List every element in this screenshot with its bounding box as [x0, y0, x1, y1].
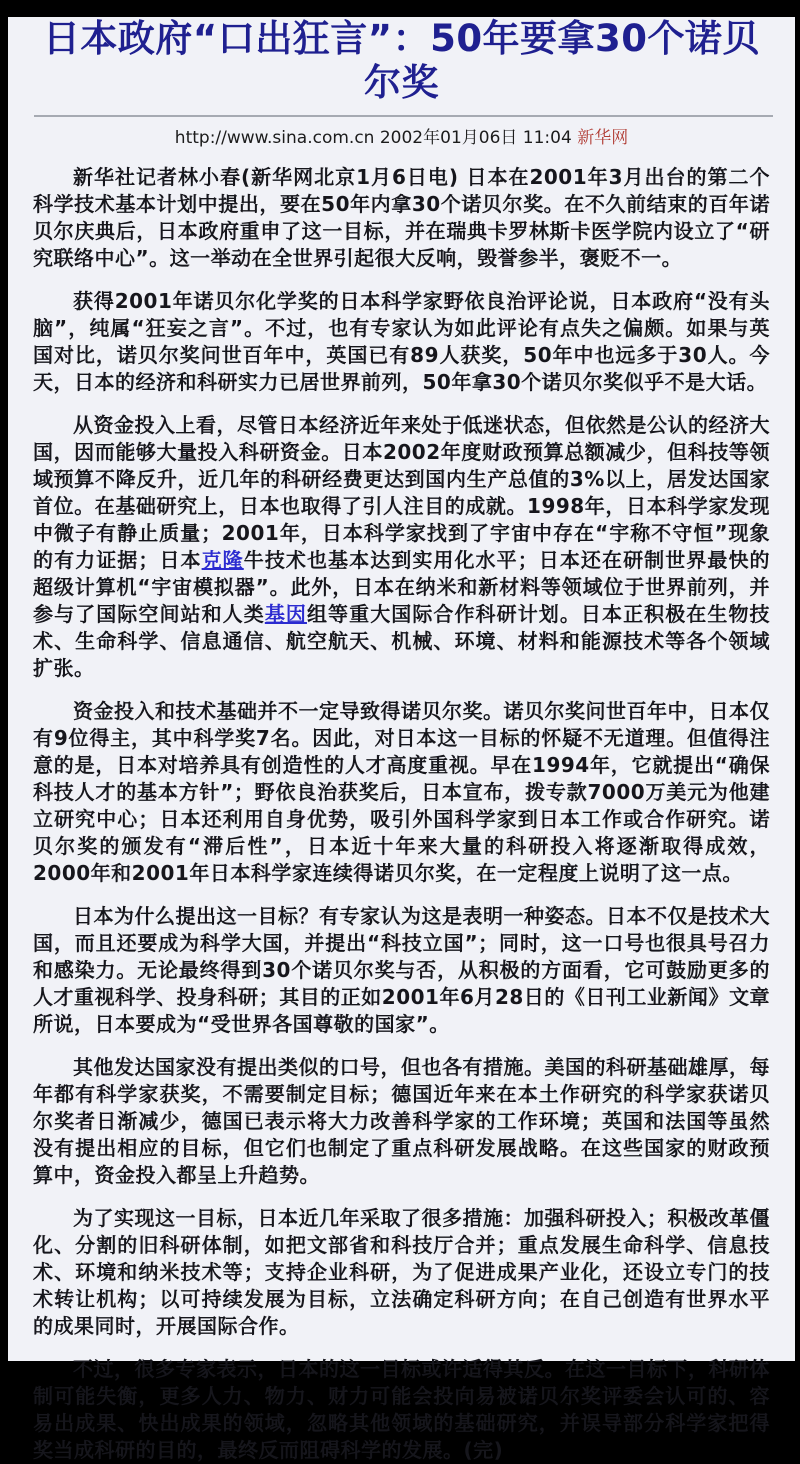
paragraph-4 — [33, 698, 770, 887]
paragraph-text: 为了实现这一目标，日本近几年采取了很多措施：加强科研投入；积极改革僵化、分割的旧科研体制，如把文部省和科技厅合并；重点发展生命科学、信息技术、环境和纳米技术等；支持企业科研，为了促进成果产业化，还设立专门的技术转让机构；以可持续发展为目标，立法确定科研方向；在自己创造有世界水平的成果同时，开展国际合作。 — [33, 1206, 770, 1338]
paragraph-text: 其他发达国家没有提出类似的口号，但也各有措施。美国的科研基础雄厚，每年都有科学家获奖，不需要制定目标；德国近年来在本土作研究的科学家获诺贝尔奖者日渐减少，德国已表示将大力改善科学家的工作环境；英国和法国等虽然没有提出相应的目标，但它们也制定了重点科研发展战略。在这些国家的财政预算中，资金投入都呈上升趋势。 — [33, 1055, 770, 1187]
paragraph-1 — [33, 164, 770, 272]
source-line — [8, 127, 795, 149]
paragraph-text: 从资金投入上看，尽管日本经济近年来处于低迷状态，但依然是公认的经济大国，因而能够大量投入科研资金。日本2002年度财政预算总额减少，但科技等领域预算不降反升，近几年的科研经费更达到国内生产总值的3%以上，居发达国家首位。在基础研究上，日本也取得了引人注目的成就。1998年，日本科学家发现中微子有静止质量；2001年，日本科学家找到了宇宙中存在“宇称不守恒”现象的有力证据；日本 — [33, 413, 770, 572]
paragraph-text: 组等重大国际合作科研计划。日本正积极在生物技术、生命科学、信息通信、航空航天、机械、环境、材料和能源技术等各个领域扩张。 — [33, 602, 771, 680]
link-gene[interactable]: 基因 — [264, 602, 307, 626]
paragraph-2 — [33, 288, 770, 396]
paragraph-text: 日本为什么提出这一目标？有专家认为这是表明一种姿态。日本不仅是技术大国，而且还要成为科学大国，并提出“科技立国”；同时，这一口号也很具号召力和感染力。无论最终得到30个诺贝尔奖与否，从积极的方面看，它可鼓励更多的人才重视科学、投身科研；其目的正如2001年6月28日的《日刊工业新闻》文章所说，日本要成为“受世界各国尊敬的国家”。 — [33, 904, 770, 1036]
link-cloning[interactable]: 克隆 — [201, 548, 244, 572]
paragraph-text: 新华社记者林小春(新华网北京1月6日电) 日本在2001年3月出台的第二个科学技术基本计划中提出，要在50年内拿30个诺贝尔奖。在不久前结束的百年诺贝尔庆典后，日本政府重申了这一目标，并在瑞典卡罗林斯卡医学院内设立了“研究联络中心”。这一举动在全世界引起很大反响，毁誉参半，褒贬不一。 — [33, 165, 770, 270]
paragraph-7 — [33, 1205, 770, 1340]
article-body — [8, 149, 795, 1464]
title-divider — [34, 115, 773, 117]
paragraph-text: 牛技术也基本达到实用化水平；日本还在研制世界最快的超级计算机“宇宙模拟器”。此外，日本在纳米和新材料等领域位于世界前列，并参与了国际空间站和人类 — [33, 548, 771, 626]
paragraph-3 — [33, 412, 770, 682]
article-page — [8, 17, 795, 1462]
paragraph-text: 不过，很多专家表示，日本的这一目标或许适得其反。在这一目标下，科研体制可能失衡，更多人力、物力、财力可能会投向易被诺贝尔奖评委会认可的、容易出成果、快出成果的领域，忽略其他领域的基础研究，并误导部分科学家把得奖当成科研的目的，最终反而阻碍科学的发展。(完) — [33, 1357, 770, 1462]
source-name[interactable]: 新华网 — [577, 128, 629, 148]
source-url: http://www.sina.com.cn — [174, 128, 375, 148]
page-title: 日本政府“口出狂言”：50年要拿30个诺贝尔奖 — [42, 17, 761, 104]
article-datetime: 2002年01月06日 11:04 — [379, 128, 572, 148]
paragraph-5 — [33, 903, 770, 1038]
paragraph-text: 获得2001年诺贝尔化学奖的日本科学家野依良治评论说，日本政府“没有头脑”，纯属“狂妄之言”。不过，也有专家认为如此评论有点失之偏颇。如果与英国对比，诺贝尔奖问世百年中，英国已有89人获奖，50年中也远多于30人。今天，日本的经济和科研实力已居世界前列，50年拿30个诺贝尔奖似乎不是大话。 — [33, 289, 770, 394]
paragraph-6 — [33, 1054, 770, 1189]
paragraph-8 — [33, 1356, 770, 1464]
paragraph-text: 资金投入和技术基础并不一定导致得诺贝尔奖。诺贝尔奖问世百年中，日本仅有9位得主，其中科学奖7名。因此，对日本这一目标的怀疑不无道理。但值得注意的是，日本对培养具有创造性的人才高度重视。早在1994年，它就提出“确保科技人才的基本方针”；野依良治获奖后，日本宣布，拨专款7000万美元为他建立研究中心；日本还利用自身优势，吸引外国科学家到日本工作或合作研究。诺贝尔奖的颁发有“滞后性”，日本近十年来大量的科研投入将逐渐取得成效，2000年和2001年日本科学家连续得诺贝尔奖，在一定程度上说明了这一点。 — [33, 699, 770, 885]
